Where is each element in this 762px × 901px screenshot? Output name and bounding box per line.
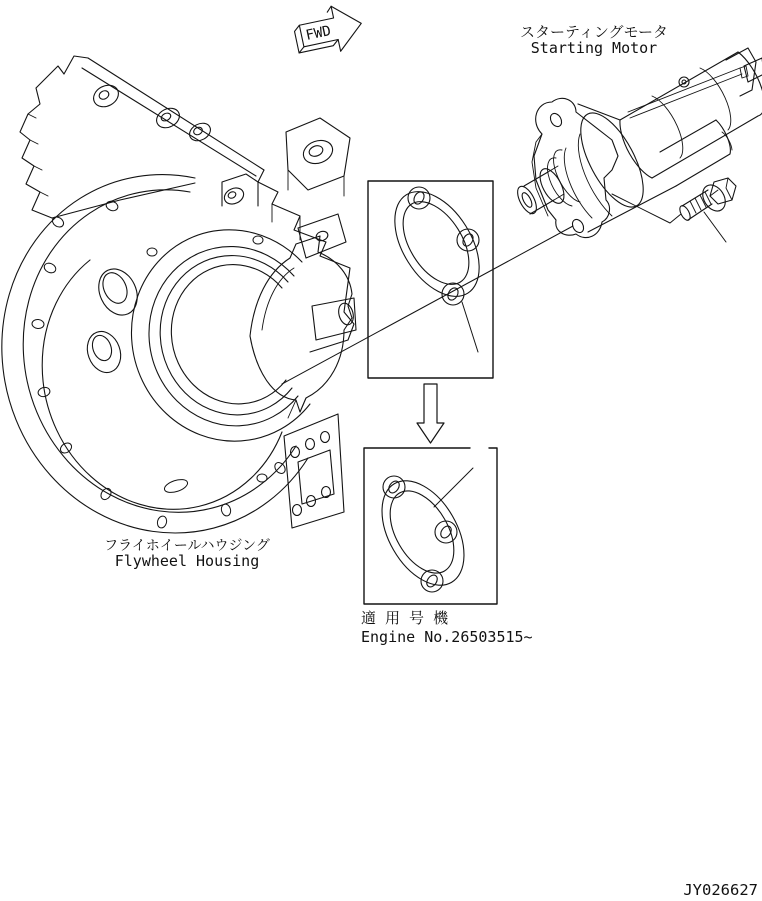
fwd-label: FWD xyxy=(304,23,333,44)
gasket-lower-drawing xyxy=(365,467,481,600)
housing-starter-boss xyxy=(250,236,356,412)
applicability-engine-no: Engine No.26503515~ xyxy=(361,628,533,646)
gasket-upper-drawing xyxy=(377,177,496,311)
leader-line-bolt-out xyxy=(704,212,726,242)
starting-motor-drawing xyxy=(514,48,762,238)
starting-motor-label-ja: スターティングモータ xyxy=(520,23,668,41)
drawing-number: JY026627 xyxy=(683,881,758,899)
callout-box-upper xyxy=(368,177,497,378)
leader-line-gasket-lower xyxy=(434,468,473,507)
callout-box-lower xyxy=(364,448,497,604)
flywheel-housing-label-ja: フライホイールハウジング xyxy=(104,538,270,554)
down-arrow-icon xyxy=(417,384,444,443)
flywheel-housing-label-en: Flywheel Housing xyxy=(114,552,260,570)
leader-lines xyxy=(282,194,726,507)
leader-line-motor-to-bolt xyxy=(612,194,681,223)
housing-top-structure xyxy=(20,56,354,352)
starting-motor-label-en: Starting Motor xyxy=(530,39,658,57)
flywheel-housing-drawing xyxy=(2,56,356,533)
fwd-arrow-icon xyxy=(291,1,366,60)
applicability-title: 適 用 号 機 xyxy=(361,609,449,627)
leader-line-gasket-upper xyxy=(462,302,478,352)
housing-starter-pad xyxy=(284,398,344,528)
